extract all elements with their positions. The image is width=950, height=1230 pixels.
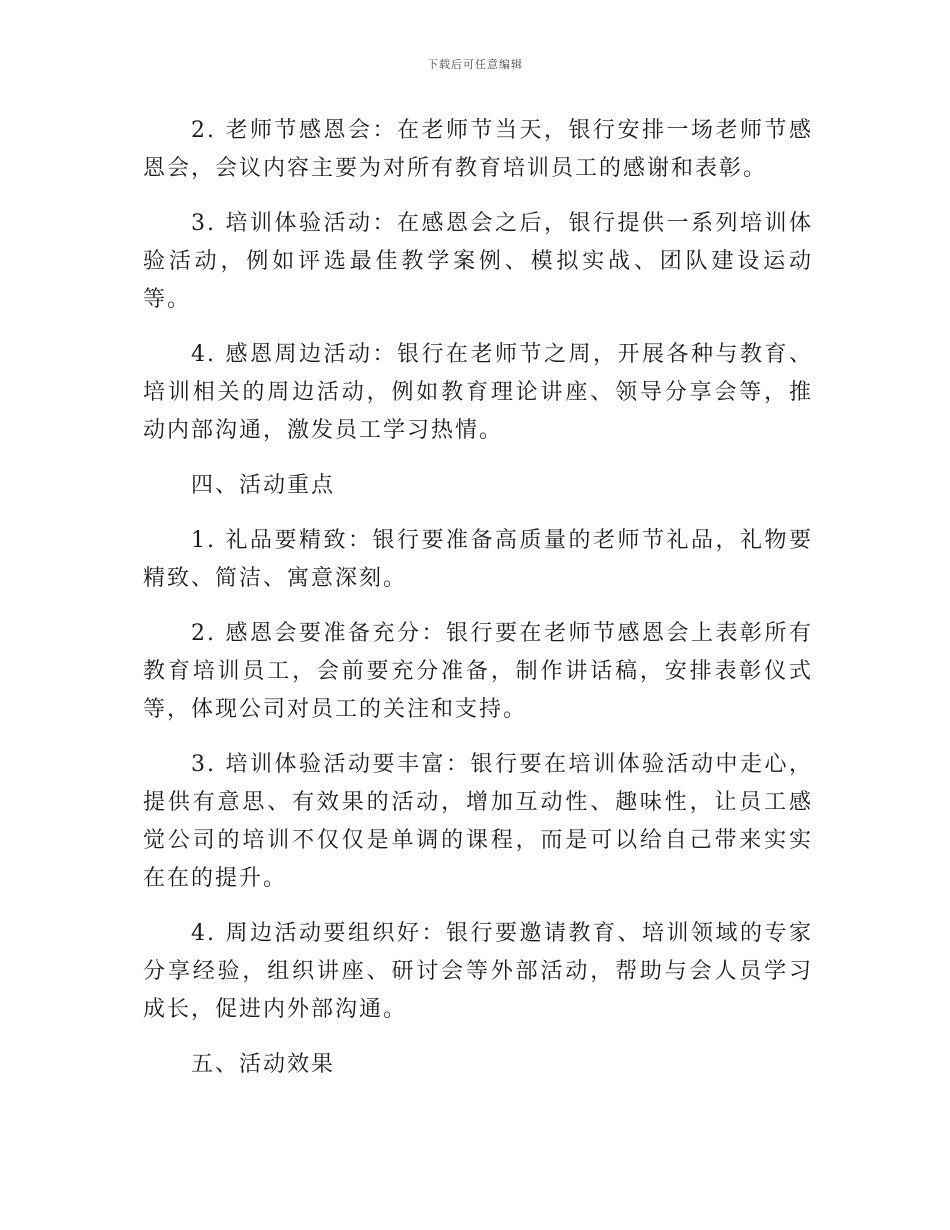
focus-item-3-training-richness: 3. 培训体验活动要丰富：银行要在培训体验活动中走心，提供有意思、有效果的活动，增加互动性、趣味性，让员工感觉公司的培训不仅仅是单调的课程，而是可以给自己带来实实在在的提升。 <box>143 752 813 891</box>
focus-item-1-gifts: 1. 礼品要精致：银行要准备高质量的老师节礼品，礼物要精致、简洁、寓意深刻。 <box>143 528 813 591</box>
section-heading-activity-effect: 五、活动效果 <box>191 1052 336 1077</box>
focus-item-2-gala-preparation: 2. 感恩会要准备充分：银行要在老师节感恩会上表彰所有教育培训员工，会前要充分准备，制作讲话稿，安排表彰仪式等，体现公司对员工的关注和支持。 <box>143 621 813 722</box>
document-body <box>143 112 813 1101</box>
section-heading-activity-focus: 四、活动重点 <box>191 473 336 498</box>
page-header-note: 下载后可任意编辑 <box>427 58 523 71</box>
paragraph-item-4-related-activities: 4. 感恩周边活动：银行在老师节之周，开展各种与教育、培训相关的周边活动，例如教育理论讲座、领导分享会等，推动内部沟通，激发员工学习热情。 <box>143 342 813 443</box>
focus-item-4-related-activities-organization: 4. 周边活动要组织好：银行要邀请教育、培训领域的专家分享经验，组织讲座、研讨会等外部活动，帮助与会人员学习成长，促进内外部沟通。 <box>143 921 813 1022</box>
paragraph-item-2-teachers-day-gala: 2. 老师节感恩会：在老师节当天，银行安排一场老师节感恩会，会议内容主要为对所有教育培训员工的感谢和表彰。 <box>143 118 813 181</box>
paragraph-item-3-training-activities: 3. 培训体验活动：在感恩会之后，银行提供一系列培训体验活动，例如评选最佳教学案例、模拟实战、团队建设运动等。 <box>143 211 813 312</box>
